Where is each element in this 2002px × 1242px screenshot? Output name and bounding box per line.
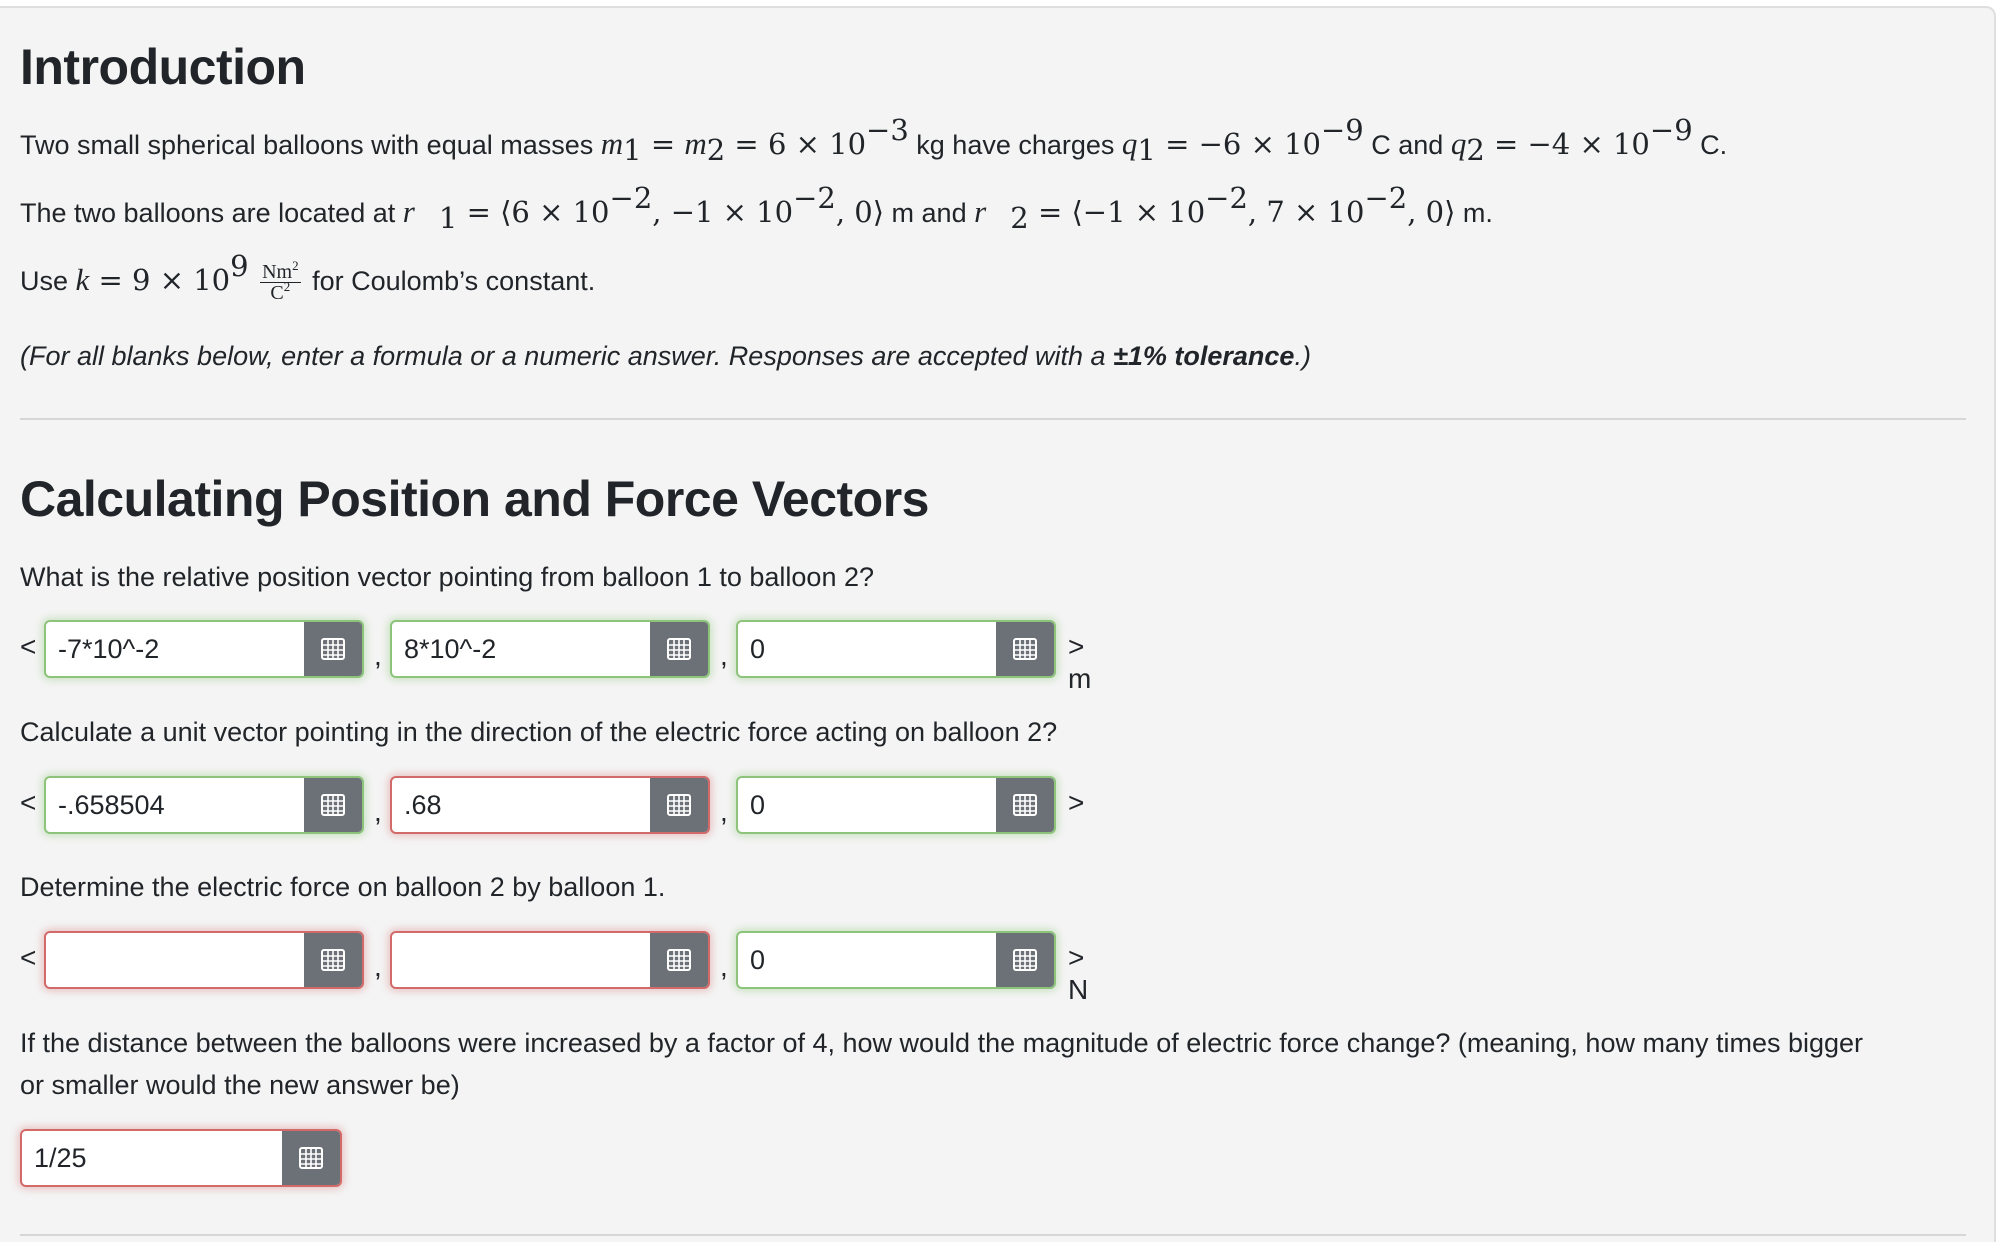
question-relative-position: What is the relative position vector pointing from balloon 1 to balloon 2? [20, 562, 874, 592]
input-value[interactable]: -.658504 [58, 790, 165, 820]
unit-z-input[interactable] [736, 776, 1056, 834]
problem-page [0, 6, 1996, 1242]
math-symbol: m [684, 126, 707, 161]
keypad-button[interactable] [282, 1131, 340, 1185]
keypad-button[interactable] [650, 778, 708, 832]
grid-keypad-icon [667, 637, 691, 661]
math-sub: 1 [438, 201, 458, 235]
input-value[interactable]: -7*10^-2 [58, 634, 160, 664]
keypad-button[interactable] [996, 622, 1054, 676]
comma: , [720, 951, 728, 982]
keypad-button[interactable] [650, 933, 708, 987]
open-bracket: < [20, 942, 37, 973]
intro-coulomb-constant [20, 249, 596, 305]
text: for Coulomb’s constant. [304, 266, 596, 296]
math: , −1 × 10 [652, 195, 794, 229]
math-symbol: k [75, 262, 90, 297]
math-symbol: r⃗ [974, 194, 1011, 229]
input-value[interactable]: 0 [750, 790, 766, 820]
math: = 6 × 10 [725, 127, 867, 161]
keypad-button[interactable] [304, 778, 362, 832]
math-sub: 1 [623, 133, 642, 167]
close-bracket-unit: > m [1068, 631, 1092, 694]
section-divider [20, 418, 1966, 420]
intro-masses-charges [20, 113, 1728, 167]
math-sub: 2 [706, 133, 726, 167]
input-value[interactable]: 8*10^-2 [404, 634, 497, 664]
force-factor-input[interactable] [20, 1129, 342, 1187]
comma: , [374, 951, 382, 982]
text: C and [1363, 130, 1451, 160]
text: .) [1294, 341, 1311, 371]
force-y-input[interactable] [390, 931, 710, 989]
math-exp: −9 [1649, 113, 1693, 147]
comma: , [720, 796, 728, 827]
grid-keypad-icon [667, 793, 691, 817]
math-symbol: r⃗ [402, 194, 439, 229]
question-electric-force: Determine the electric force on balloon 2 by balloon 1. [20, 872, 666, 902]
math: = ⟨6 × 10 [457, 195, 610, 229]
math-exp: 9 [230, 249, 249, 283]
section-divider [20, 1234, 1966, 1236]
text: The two balloons are located at [20, 198, 403, 228]
text: C. [1692, 130, 1728, 160]
math-exp: −3 [866, 113, 909, 147]
math: = 9 × 10 [89, 263, 231, 297]
grid-keypad-icon [1013, 948, 1037, 972]
fraction-numerator: Nm [262, 261, 293, 284]
section-heading: Calculating Position and Force Vectors [20, 471, 929, 527]
text: m. [1455, 198, 1493, 228]
grid-keypad-icon [667, 948, 691, 972]
input-value[interactable]: .68 [404, 790, 442, 820]
math: = −4 × 10 [1484, 127, 1650, 161]
math-exp: −2 [1205, 181, 1248, 215]
close-bracket-unit: > N [1068, 942, 1089, 1005]
grid-keypad-icon [321, 637, 345, 661]
fraction-denominator: C [270, 282, 284, 305]
text: kg have charges [908, 130, 1122, 160]
keypad-button[interactable] [650, 622, 708, 676]
grid-keypad-icon [321, 948, 345, 972]
math: = ⟨−1 × 10 [1028, 195, 1206, 229]
question-distance-factor-line-2: or smaller would the new answer be) [20, 1070, 460, 1100]
grid-keypad-icon [1013, 793, 1037, 817]
intro-positions [20, 181, 1493, 235]
math-exp: −9 [1321, 113, 1364, 147]
question-distance-factor-line-1: If the distance between the balloons were increased by a factor of 4, how would the magnitude of electric force change? (meaning, how many times bigger [20, 1028, 1864, 1058]
math-exp: −2 [793, 181, 836, 215]
comma: , [374, 796, 382, 827]
question-unit-vector: Calculate a unit vector pointing in the direction of the electric force acting on balloon 2? [20, 717, 1058, 747]
unit-y-input[interactable] [390, 776, 710, 834]
math: , 7 × 10 [1247, 195, 1365, 229]
math: , 0⟩ [835, 195, 885, 229]
keypad-button[interactable] [304, 622, 362, 676]
math: = −6 × 10 [1155, 127, 1321, 161]
keypad-button[interactable] [304, 933, 362, 987]
force-z-input[interactable] [736, 931, 1056, 989]
text: (For all blanks below, enter a formula or a numeric answer. Responses are accepted with a [20, 341, 1114, 371]
text: Two small spherical balloons with equal masses [20, 130, 601, 160]
input-value[interactable]: 0 [750, 634, 766, 664]
input-value[interactable]: 0 [750, 945, 766, 975]
math-exp: 2 [283, 279, 291, 295]
units-fraction [260, 258, 301, 305]
unit-x-input[interactable] [44, 776, 364, 834]
math-sub: 2 [1466, 133, 1485, 167]
math: = [641, 127, 685, 161]
force-x-input[interactable] [44, 931, 364, 989]
open-bracket: < [20, 631, 37, 662]
position-x-input[interactable] [44, 620, 364, 678]
grid-keypad-icon [1013, 637, 1037, 661]
math-sub: 2 [1010, 201, 1029, 235]
intro-heading: Introduction [20, 39, 306, 95]
comma: , [374, 640, 382, 671]
tolerance-note [20, 338, 1311, 374]
comma: , [720, 640, 728, 671]
math-symbol: m [600, 126, 624, 161]
math-exp: −2 [1364, 181, 1408, 215]
math-exp: 2 [292, 258, 299, 274]
input-value[interactable]: 1/25 [34, 1143, 87, 1173]
tolerance-value: ±1% tolerance [1113, 341, 1295, 371]
position-z-input[interactable] [736, 620, 1056, 678]
grid-keypad-icon [321, 793, 345, 817]
grid-keypad-icon [299, 1146, 323, 1170]
keypad-button[interactable] [996, 933, 1054, 987]
text: Use [20, 266, 76, 296]
keypad-button[interactable] [996, 778, 1054, 832]
math-symbol: q [1450, 126, 1467, 161]
open-bracket: < [20, 787, 37, 818]
text: m and [884, 198, 975, 228]
math: , 0⟩ [1407, 195, 1456, 229]
close-bracket: > [1068, 787, 1085, 818]
math-sub: 1 [1137, 133, 1156, 167]
math-exp: −2 [609, 181, 653, 215]
math-symbol: q [1121, 126, 1138, 161]
position-y-input[interactable] [390, 620, 710, 678]
